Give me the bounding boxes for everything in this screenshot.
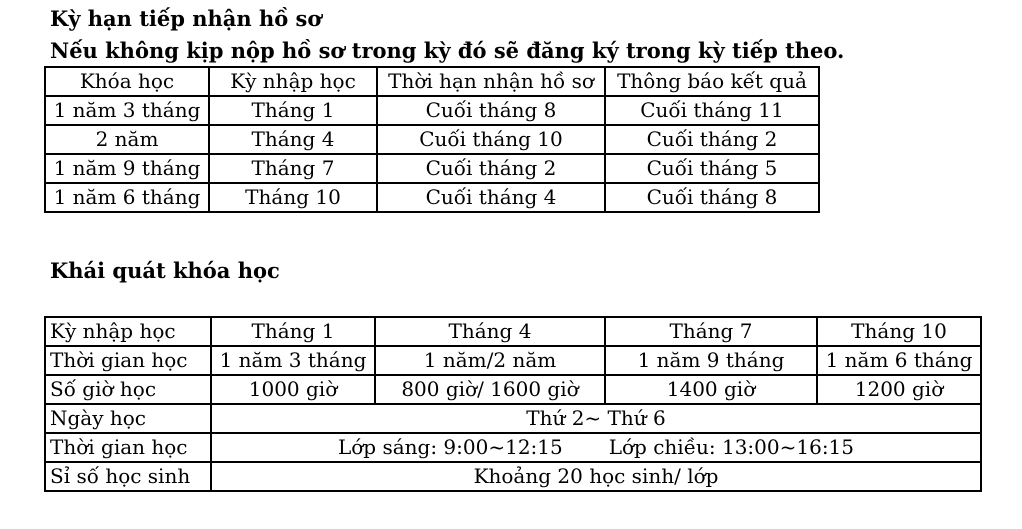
table-cell: 2 năm [45,125,209,154]
table-cell: 1 năm 6 tháng [817,346,981,375]
table-cell: 800 giờ/ 1600 giờ [375,375,605,404]
table-cell: 1 năm/2 năm [375,346,605,375]
table-cell: Tháng 7 [209,154,377,183]
table-cell: Cuối tháng 2 [605,125,819,154]
table-row [45,346,981,375]
section2-title: Khái quát khóa học [50,258,280,283]
table-cell: 1000 giờ [211,375,375,404]
table-cell: Tháng 1 [211,317,375,346]
table-row [45,462,981,491]
section1-note: Nếu không kịp nộp hồ sơ trong kỳ đó sẽ đăng ký trong kỳ tiếp theo. [50,38,845,63]
table-cell: Cuối tháng 11 [605,96,819,125]
table-cell: 1 năm 9 tháng [605,346,817,375]
study-days-cell: Thứ 2~ Thứ 6 [211,404,981,433]
course-overview-table [44,316,982,492]
header-course: Khóa học [45,67,209,96]
table-cell: Tháng 10 [209,183,377,212]
schedule-cell [211,433,981,462]
row-label-days: Ngày học [45,404,211,433]
table-cell: Cuối tháng 8 [377,96,605,125]
table-cell: 1 năm 6 tháng [45,183,209,212]
table-cell: Cuối tháng 8 [605,183,819,212]
header-result: Thông báo kết quả [605,67,819,96]
row-label-schedule: Thời gian học [45,433,211,462]
section1-title: Kỳ hạn tiếp nhận hồ sơ [50,6,322,31]
table-row [45,96,819,125]
class-size-cell: Khoảng 20 học sinh/ lớp [211,462,981,491]
table-cell: Cuối tháng 4 [377,183,605,212]
table-cell: 1 năm 3 tháng [211,346,375,375]
table-cell: 1 năm 3 tháng [45,96,209,125]
table-row [45,404,981,433]
table-cell: 1 năm 9 tháng [45,154,209,183]
row-label-class-size: Sỉ số học sinh [45,462,211,491]
table-cell: Tháng 7 [605,317,817,346]
intake-schedule-table [44,66,820,213]
table-cell: 1200 giờ [817,375,981,404]
table-cell: Tháng 4 [375,317,605,346]
table-cell: Tháng 4 [209,125,377,154]
table-header-row [45,67,819,96]
table-row [45,125,819,154]
table-cell: Cuối tháng 2 [377,154,605,183]
table-cell: Tháng 10 [817,317,981,346]
table-cell: 1400 giờ [605,375,817,404]
table-row [45,183,819,212]
table-row [45,317,981,346]
table-cell: Tháng 1 [209,96,377,125]
table-cell: Cuối tháng 10 [377,125,605,154]
table-row [45,154,819,183]
afternoon-class: Lớp chiều: 13:00~16:15 [608,435,855,459]
header-intake: Kỳ nhập học [209,67,377,96]
header-deadline: Thời hạn nhận hồ sơ [377,67,605,96]
table-row [45,375,981,404]
row-label-duration: Thời gian học [45,346,211,375]
table-row [45,433,981,462]
row-label-intake: Kỳ nhập học [45,317,211,346]
table-cell: Cuối tháng 5 [605,154,819,183]
morning-class: Lớp sáng: 9:00~12:15 [337,435,563,459]
row-label-hours: Số giờ học [45,375,211,404]
